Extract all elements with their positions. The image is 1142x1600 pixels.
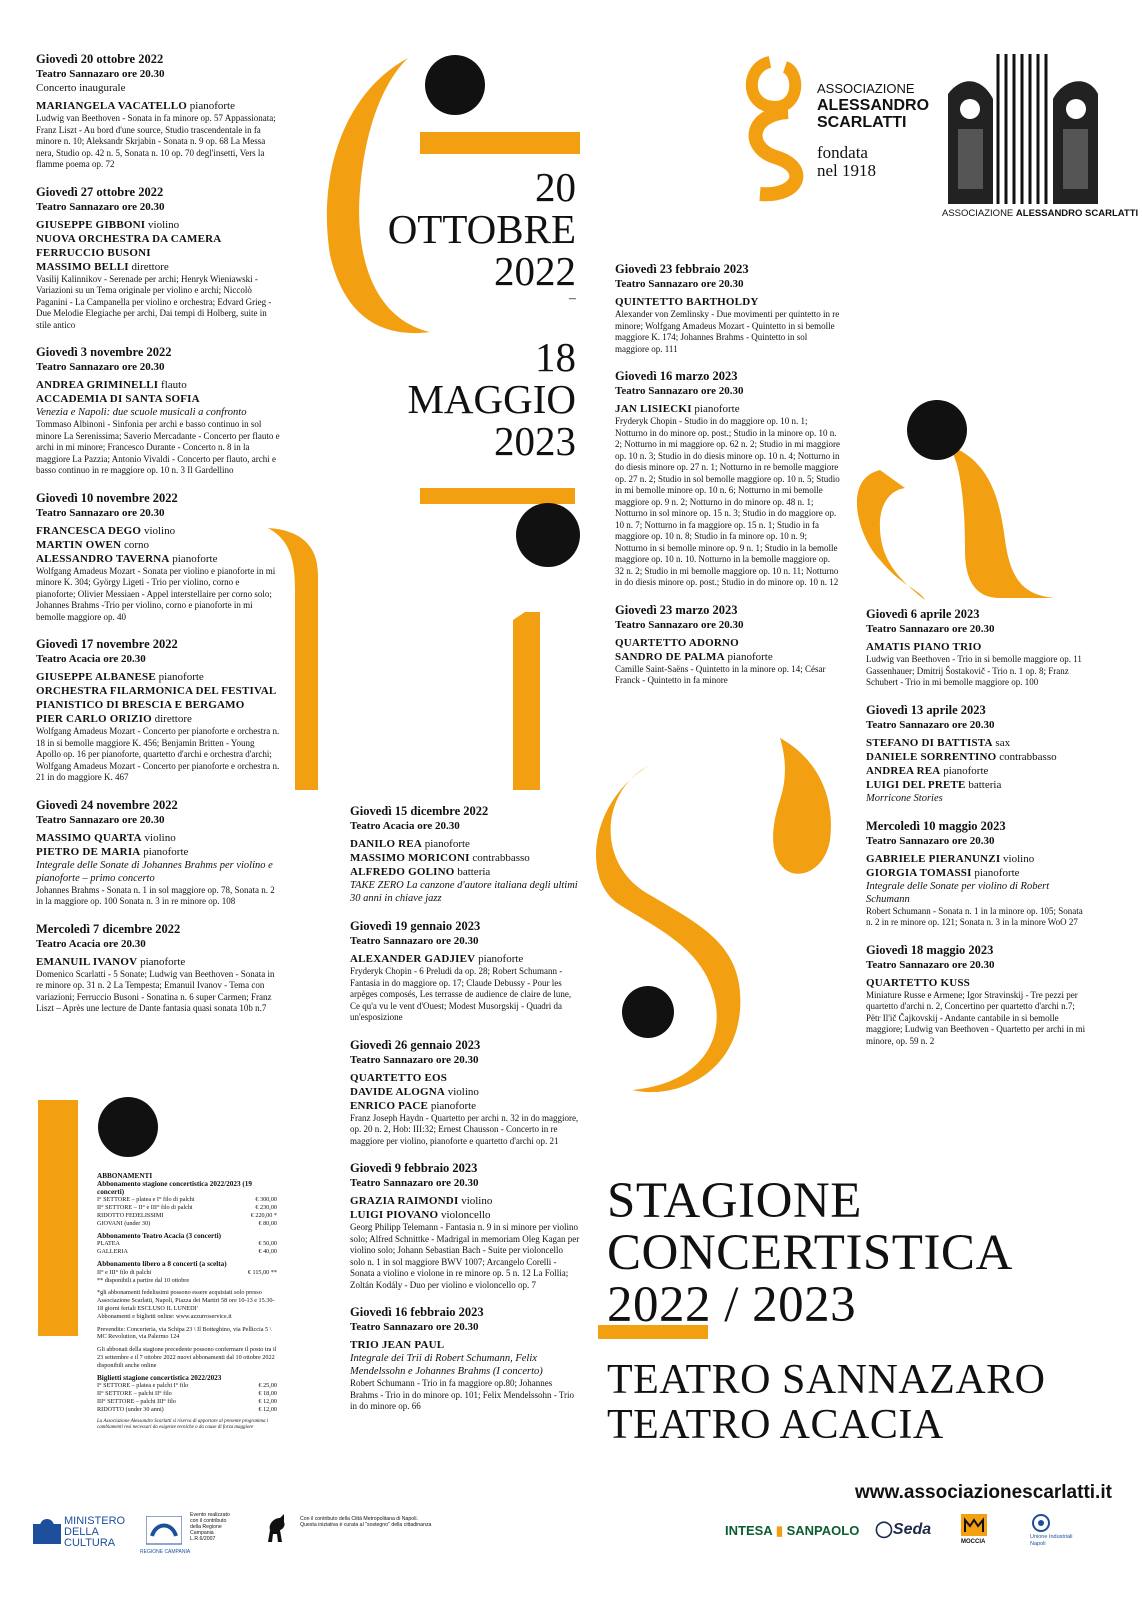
subscription-rows bbox=[97, 1269, 277, 1277]
performer bbox=[36, 260, 281, 274]
concert-venue: Teatro Sannazaro ore 20.30 bbox=[36, 200, 165, 213]
concert-entry bbox=[36, 922, 281, 1015]
performer-name: EMANUIL IVANOV bbox=[36, 955, 138, 968]
scarlatti-logo-mark bbox=[730, 52, 820, 202]
concert-venue: Teatro Sannazaro ore 20.30 bbox=[36, 506, 165, 519]
performer-name: DAVIDE ALOGNA bbox=[350, 1085, 445, 1098]
price-value: € 50,00 bbox=[258, 1240, 277, 1248]
concert-subtitle: Integrale delle Sonate per violino di Robert Schumann bbox=[866, 880, 1050, 905]
price-row bbox=[97, 1269, 277, 1277]
performer bbox=[36, 670, 281, 684]
performer-role: direttore bbox=[154, 713, 192, 725]
price-row bbox=[97, 1382, 277, 1390]
concert-program: Georg Philipp Telemann - Fantasia n. 9 in si minore per violino solo; Alfred Schnittke - Madrigal in memoriam Oleg Kagan per violino solo; Johann Sebastian Bach - Suite per violoncello solo n. 1 in sol maggiore BWV 1007; Arcangelo Corelli - Sonata a violino e violone in re minore op. 5 n. 12 La Follia; Zoltán Kodály - Duo per violino e violoncello op. 7 bbox=[350, 1222, 580, 1290]
concert-entry bbox=[350, 804, 580, 905]
price-row bbox=[97, 1248, 277, 1256]
website-link[interactable]: www.associazionescarlatti.it bbox=[855, 1482, 1112, 1503]
performer bbox=[615, 402, 840, 416]
concert-date: Giovedì 6 aprile 2023 bbox=[866, 607, 980, 621]
performer-role: corno bbox=[123, 538, 150, 551]
performer-role: contrabbasso bbox=[999, 750, 1057, 763]
price-label: I° SETTORE – platea e I° filo di palchi bbox=[97, 1196, 195, 1204]
concert-entry bbox=[36, 491, 281, 624]
regione-caption: REGIONE CAMPANIA bbox=[140, 1549, 191, 1555]
performer-name: LUIGI DEL PRETE bbox=[866, 778, 966, 791]
black-dot bbox=[425, 55, 485, 115]
concert-venue: Teatro Sannazaro ore 20.30 bbox=[866, 623, 995, 635]
performer bbox=[350, 1338, 580, 1352]
concert-entry bbox=[36, 185, 281, 332]
concert-entry bbox=[36, 798, 281, 908]
performer-name: MASSIMO QUARTA bbox=[36, 831, 142, 844]
concert-subtitle: Morricone Stories bbox=[866, 792, 943, 804]
performer-name: ANDREA REA bbox=[866, 764, 941, 777]
performer bbox=[36, 684, 281, 712]
association-name: ASSOCIAZIONE ALESSANDRO SCARLATTI bbox=[817, 81, 930, 131]
performer bbox=[350, 1099, 580, 1113]
concert-program: Wolfgang Amadeus Mozart - Concerto per pianoforte e orchestra n. 18 in si bemolle maggiore K. 456; Benjamin Britten - Young Apollo op. 16 per pianoforte, quartetto d'archi e orchestra d'archi; Wolfgang Amadeus Mozart - Concerto per pianoforte e orchestra n. 21 in do maggiore K. 467 bbox=[36, 726, 280, 782]
performer-role: violino bbox=[144, 831, 176, 844]
concert-entry bbox=[350, 1305, 580, 1413]
concert-date: Giovedì 24 novembre 2022 bbox=[36, 797, 178, 812]
concert-venue: Teatro Acacia ore 20.30 bbox=[36, 937, 146, 950]
performer-role: batteria bbox=[968, 778, 1002, 791]
concert-date: Giovedì 19 gennaio 2023 bbox=[350, 919, 481, 933]
concert-program: Tommaso Albinoni - Sinfonia per archi e basso continuo in sol minore La Serenissima; Saverio Mercadante - Concerto per flauto e archi in mi minore; Francesco Durante - Concerto n. 8 in la maggiore La Pazzia; Antonio Vivaldi - Concerto per flauto, archi e basso continuo in re maggiore op. 10 n. 3 Il Gardellino bbox=[36, 419, 280, 475]
performer-role: pianoforte bbox=[974, 866, 1020, 879]
citta-metropolitana-horse-icon bbox=[262, 1512, 290, 1546]
performer-role: pianoforte bbox=[727, 650, 773, 663]
concert-entry bbox=[350, 1161, 580, 1291]
performer-role: pianoforte bbox=[158, 671, 204, 683]
performer bbox=[36, 552, 281, 566]
concert-program: Fryderyk Chopin - 6 Preludi da op. 28; Robert Schumann - Fantasia in do maggiore op. 17; Claude Debussy - Pour les arpèges composés, Les terrasse de audience de claire de lune, Ce qu'a vu le vent d'Ouest; Modest Musorgskij - Quadri da un'esposizione bbox=[350, 966, 572, 1022]
concert-date: Giovedì 23 marzo 2023 bbox=[615, 602, 738, 617]
performer-name: FRANCESCA DEGO bbox=[36, 524, 142, 537]
concert-venue: Teatro Sannazaro ore 20.30 bbox=[615, 278, 744, 290]
concert-program: Miniature Russe e Armene; Igor Stravinskij - Tre pezzi per quartetto d'archi n. 2, Concertino per quartetto d'archi n.7; Pëtr Il'ič Čajkovskij - Andante cantabile in si bemolle maggiore; Ludwig van Beethoven - Quartetto per archi in mi minore, op. 59 n. 2 bbox=[866, 989, 1086, 1046]
concert-date: Giovedì 3 novembre 2022 bbox=[36, 345, 172, 359]
price-row bbox=[97, 1220, 277, 1228]
performer bbox=[866, 976, 1091, 990]
unione-caption: Unione Industriali Napoli bbox=[1030, 1534, 1073, 1547]
performer-name: MASSIMO BELLI bbox=[36, 260, 129, 273]
performer-role: sax bbox=[995, 736, 1011, 749]
concert-entry bbox=[866, 943, 1091, 1048]
performer-role: pianoforte bbox=[189, 100, 235, 112]
price-value: € 18,00 bbox=[258, 1390, 277, 1398]
performer-name: LUIGI PIOVANO bbox=[350, 1209, 439, 1221]
concert-date: Giovedì 13 aprile 2023 bbox=[866, 702, 986, 717]
price-row bbox=[97, 1204, 277, 1212]
concert-date: Giovedì 17 novembre 2022 bbox=[36, 637, 178, 651]
performer bbox=[615, 650, 840, 664]
performer bbox=[615, 295, 840, 309]
performer-name: QUARTETTO KUSS bbox=[866, 976, 970, 989]
performer bbox=[350, 1208, 580, 1222]
price-row bbox=[97, 1406, 277, 1414]
performer-role: violino bbox=[461, 1195, 493, 1207]
concert-venue: Teatro Sannazaro ore 20.30 bbox=[350, 935, 479, 947]
concert-venue: Teatro Sannazaro ore 20.30 bbox=[866, 718, 995, 731]
price-value: € 12,00 bbox=[258, 1397, 277, 1405]
concert-entry bbox=[615, 262, 840, 355]
performer bbox=[866, 764, 1091, 778]
price-value: € 220,00 * bbox=[250, 1211, 277, 1219]
price-value: € 40,00 bbox=[258, 1248, 277, 1256]
concert-entry bbox=[36, 52, 281, 171]
performer-name: GIUSEPPE GIBBONI bbox=[36, 218, 146, 231]
metropolitana-note: Con il contributo della Città Metropolitana di Napoli. Questa iniziativa è curata al "sostegno" della cittadinanza bbox=[300, 1516, 432, 1528]
concert-date: Giovedì 27 ottobre 2022 bbox=[36, 184, 164, 199]
venues-title: TEATRO SANNAZARO TEATRO ACACIA bbox=[607, 1357, 1046, 1448]
performer-name: NUOVA ORCHESTRA DA CAMERA FERRUCCIO BUSONI bbox=[36, 232, 221, 259]
price-label: II° e III° filo di palchi bbox=[97, 1268, 152, 1276]
performer bbox=[866, 778, 1091, 792]
price-value: € 12,00 bbox=[258, 1405, 277, 1413]
performer-name: GRAZIA RAIMONDI bbox=[350, 1195, 459, 1207]
performer-name: DANIELE SORRENTINO bbox=[866, 750, 997, 763]
performer-name: TRIO JEAN PAUL bbox=[350, 1339, 445, 1351]
concert-venue: Teatro Sannazaro ore 20.30 bbox=[36, 68, 165, 80]
performer-role: pianoforte bbox=[143, 845, 189, 858]
concert-program: Johannes Brahms - Sonata n. 1 in sol maggiore op. 78, Sonata n. 2 in la maggiore op. 100 Sonata n. 3 in re minore op. 108 bbox=[36, 884, 275, 906]
concert-entry bbox=[350, 1038, 580, 1148]
concert-note: Concerto inaugurale bbox=[36, 82, 126, 94]
concert-program: Wolfgang Amadeus Mozart - Sonata per violino e pianoforte in mi minore K. 304; György Ligeti - Trio per violino, corno e pianoforte; Olivier Messiaen - Appel interstellaire per corno solo; Johannes Brahms -Trio per violino, corno e pianoforte in mi bemolle maggiore op. 40 bbox=[36, 565, 276, 622]
performer-role: pianoforte bbox=[140, 955, 186, 968]
price-value: € 80,00 bbox=[258, 1219, 277, 1227]
price-row bbox=[97, 1398, 277, 1406]
performer-name: AMATIS PIANO TRIO bbox=[866, 641, 982, 653]
performer-role: direttore bbox=[131, 260, 169, 273]
performer-role: pianoforte bbox=[694, 403, 740, 415]
concert-date: Mercoledì 7 dicembre 2022 bbox=[36, 921, 181, 936]
performer-name: GIORGIA TOMASSI bbox=[866, 866, 972, 879]
engraving-caption: ASSOCIAZIONE ALESSANDRO SCARLATTI bbox=[942, 208, 1139, 219]
concert-entry bbox=[36, 637, 281, 784]
performer-name: JAN LISIECKI bbox=[615, 403, 692, 415]
events-column-right bbox=[866, 607, 1091, 1061]
concert-date: Giovedì 26 gennaio 2023 bbox=[350, 1037, 481, 1052]
performer bbox=[350, 952, 580, 966]
price-label: GALLERIA bbox=[97, 1248, 128, 1256]
black-dot bbox=[622, 986, 674, 1038]
performer bbox=[350, 1194, 580, 1208]
orange-bar bbox=[420, 488, 575, 504]
price-label: I° SETTORE – platea e palchi I° filo bbox=[97, 1382, 189, 1390]
price-value: € 230,00 bbox=[255, 1204, 277, 1212]
concert-date: Giovedì 16 marzo 2023 bbox=[615, 369, 738, 383]
association-founded: fondata nel 1918 bbox=[817, 143, 877, 180]
performer-role: pianoforte bbox=[430, 1099, 477, 1112]
moccia-icon bbox=[961, 1514, 987, 1536]
price-value: € 115,00 ** bbox=[247, 1268, 277, 1276]
concert-venue: Teatro Sannazaro ore 20.30 bbox=[615, 385, 744, 397]
concert-subtitle: Venezia e Napoli: due scuole musicali a confronto bbox=[36, 407, 247, 418]
performer-name: ORCHESTRA FILARMONICA DEL FESTIVAL PIANISTICO DI BRESCIA E BERGAMO bbox=[36, 685, 276, 711]
subscriptions-info: ABBONAMENTI Abbonamento stagione concertistica 2022/2023 (19 concerti) I° SETTORE – platea e I° filo di palchi € 300,00 II° SETTORE – II° e III° filo di palchi € 230,00 RIDOTTO FEDELISSIMI € 220,00 * GIOVANI (under 30) € 80,00 Abbonamento Teatro Acacia (3 concerti) PLATEA € 50,00 GALLERIA € 40,00 Abbonamento libero a 8 concerti (a scelta) II° e III° filo di palchi € 115,00 ** ** disponibili a partire dal 10 ottobre *gli abbonamenti fedelissimi possono essere acquistati solo presso Associazione Scarlatti, Napoli, Piazza dei Martiri 58 ore 10-13 e 15.30-18 giorni feriali ESCLUSO IL LUNEDI' Abbonamenti e biglietti online: www.azzurroservice.it Prevendite: Concerteria, via Schipa 23 \ Il Botteghino, via Pelliccia 5 \ MC Revolution, via Palermo 124 Gli abbonati della stagione precedente possono confermare il posto tra il 23 settembre e il 7 ottobre 2022 nuovi abbonamenti dal 10 ottobre 2022 disponibili anche online Biglietti stagione concertistica 2022/2023 I° SETTORE – platea e palchi I° filo € 25,00 II° SETTORE – palchi II° filo € 18,00 III° SETTORE – palchi III° filo € 12,00 RIDOTTO (under 30 anni) € 12,00 La Associazione Alessandro Scarlatti si riserva di apportare al presente programma i cambiamenti resi necessari da esigenze tecniche o da cause di forza maggiore bbox=[97, 1172, 277, 1430]
subscription-rows bbox=[97, 1240, 277, 1256]
performer-role: batteria bbox=[457, 866, 491, 878]
performer-name: QUINTETTO BARTHOLDY bbox=[615, 296, 759, 308]
performer bbox=[36, 955, 281, 969]
price-label: II° SETTORE – II° e III° filo di palchi bbox=[97, 1204, 193, 1212]
concert-program: Robert Schumann - Trio in fa maggiore op.80; Johannes Brahms - Trio in do minore op. 101; Felix Mendelssohn - Trio in do minore op. 66 bbox=[350, 1378, 575, 1411]
performer-name: MASSIMO MORICONI bbox=[350, 852, 470, 864]
intesa-sanpaolo-logo: INTESA ▮ SANPAOLO bbox=[725, 1523, 860, 1538]
concert-date: Giovedì 20 ottobre 2022 bbox=[36, 52, 164, 66]
orange-s-shape bbox=[596, 765, 740, 1092]
performer bbox=[350, 837, 580, 851]
performer-role: violino bbox=[447, 1085, 479, 1098]
concert-venue: Teatro Acacia ore 20.30 bbox=[36, 653, 146, 665]
concert-entry bbox=[866, 819, 1091, 929]
concert-venue: Teatro Sannazaro ore 20.30 bbox=[36, 813, 165, 826]
concert-date: Giovedì 15 dicembre 2022 bbox=[350, 804, 489, 818]
concert-date: Giovedì 16 febbraio 2023 bbox=[350, 1305, 484, 1319]
performer bbox=[350, 1071, 580, 1085]
concert-subtitle: TAKE ZERO La canzone d'autore italiana degli ultimi 30 anni in chiave jazz bbox=[350, 880, 578, 904]
orange-i-shape bbox=[513, 612, 540, 790]
price-row bbox=[97, 1212, 277, 1220]
price-label: II° SETTORE – palchi II° filo bbox=[97, 1390, 172, 1398]
orange-a-shape bbox=[857, 470, 925, 600]
price-value: € 300,00 bbox=[255, 1196, 277, 1204]
black-dot bbox=[907, 400, 967, 460]
performer bbox=[866, 750, 1091, 764]
concert-program: Domenico Scarlatti - 5 Sonate; Ludwig van Beethoven - Sonata in re minore op. 31 n. 2 La Tempesta; Emanuil Ivanov - Tema con variazioni; Ferruccio Busoni - Sonatina n. 6 super Carmen; Franz Liszt – Après une lecture de Dante fantasia quasi sonata 10b n.7 bbox=[36, 968, 275, 1013]
performer-name: QUARTETTO ADORNO bbox=[615, 636, 739, 649]
events-column-left bbox=[36, 52, 281, 1029]
performer-name: STEFANO DI BATTISTA bbox=[866, 736, 993, 749]
price-row bbox=[97, 1240, 277, 1248]
orange-r-shape bbox=[38, 1100, 78, 1336]
subscription-rows bbox=[97, 1196, 277, 1227]
performer-role: violino bbox=[143, 524, 176, 537]
concert-program: Robert Schumann - Sonata n. 1 in la minore op. 105; Sonata n. 2 in re minore op. 121; Sonata n. 3 in la minore WoO 27 bbox=[866, 905, 1083, 927]
price-label: RIDOTTO (under 30 anni) bbox=[97, 1405, 164, 1413]
concert-program: Ludwig van Beethoven - Sonata in fa minore op. 57 Appassionata; Franz Liszt - Au bord d'une source, Studio trascendentale in fa minore n. 10; Aleksandr Skrjabin - Sonata n. 9 op. 68 La Messa nera, Studio op. 42 n. 5, Sonata n. 10 op. 70 degl'insetti, Vers la flamme poema op. 72 bbox=[36, 113, 276, 169]
performer-role: flauto bbox=[161, 379, 187, 391]
performer-name: PIER CARLO ORIZIO bbox=[36, 713, 152, 725]
price-row bbox=[97, 1196, 277, 1204]
concert-subtitle: Integrale delle Sonate di Johannes Brahms per violino e pianoforte – primo concerto bbox=[36, 859, 273, 884]
performer-name: ALESSANDRO TAVERNA bbox=[36, 552, 170, 565]
performer-name: MARTIN OWEN bbox=[36, 538, 122, 551]
price-label: III° SETTORE – palchi III° filo bbox=[97, 1397, 176, 1405]
performer bbox=[866, 852, 1091, 866]
concert-entry bbox=[615, 369, 840, 589]
concert-venue: Teatro Sannazaro ore 20.30 bbox=[615, 618, 744, 631]
concert-date: Giovedì 10 novembre 2022 bbox=[36, 490, 178, 505]
ticket-rows bbox=[97, 1382, 277, 1413]
price-value: € 25,00 bbox=[258, 1382, 277, 1390]
performer bbox=[36, 378, 281, 392]
concert-entry bbox=[36, 345, 281, 477]
orange-drop-shape bbox=[773, 738, 831, 874]
concert-program: Camille Saint-Saëns - Quintetto in la minore op. 14; César Franck - Quintetto in fa minore bbox=[615, 663, 826, 685]
performer bbox=[36, 99, 281, 113]
performer-name: ANDREA GRIMINELLI bbox=[36, 379, 159, 391]
performer-name: SANDRO DE PALMA bbox=[615, 650, 725, 663]
performer-role: pianoforte bbox=[424, 838, 470, 850]
performer bbox=[866, 736, 1091, 750]
scarlatti-engraving-logo bbox=[948, 54, 1098, 204]
performer bbox=[350, 851, 580, 865]
performer-name: GABRIELE PIERANUNZI bbox=[866, 852, 1001, 865]
performer bbox=[350, 865, 580, 879]
ministero-logo-text: MINISTERO DELLA CULTURA bbox=[64, 1515, 126, 1549]
price-label: PLATEA bbox=[97, 1240, 121, 1248]
performer-name: GIUSEPPE ALBANESE bbox=[36, 671, 156, 683]
concert-program: Franz Joseph Haydn - Quartetto per archi n. 32 in do maggiore, op. 20 n. 2, Hob: III:32; Ernest Chausson - Concerto in re maggiore per violino, pianoforte e quartetto d'archi op. 21 bbox=[350, 1112, 579, 1146]
performer-role: violino bbox=[1003, 852, 1035, 865]
regione-campania-icon bbox=[146, 1516, 182, 1546]
performer bbox=[350, 1085, 580, 1099]
concert-venue: Teatro Acacia ore 20.30 bbox=[350, 820, 460, 832]
performer-name: ENRICO PACE bbox=[350, 1099, 429, 1112]
performer bbox=[36, 232, 281, 260]
unione-industriali-icon bbox=[1030, 1514, 1052, 1532]
season-title: STAGIONE CONCERTISTICA 2022 / 2023 bbox=[607, 1173, 1013, 1333]
performer bbox=[615, 636, 840, 650]
concert-program: Alexander von Zemlinsky - Due movimenti per quintetto in re minore; Wolfgang Amadeus Mozart - Quintetto in si bemolle maggiore K. 174; Johannes Brahms - Quintetto in sol maggiore op. 111 bbox=[615, 309, 840, 354]
concert-date: Giovedì 23 febbraio 2023 bbox=[615, 262, 749, 276]
ministero-icon bbox=[33, 1516, 63, 1546]
concert-date: Giovedì 9 febbraio 2023 bbox=[350, 1161, 478, 1175]
price-row bbox=[97, 1390, 277, 1398]
date-range-separator: – bbox=[569, 291, 576, 306]
events-column-center bbox=[615, 262, 840, 701]
concert-entry bbox=[350, 919, 580, 1024]
concert-program: Fryderyk Chopin - Studio in do maggiore op. 10 n. 1; Notturno in do minore op. post.; Studio in la minore op. 10 n. 2; Notturno in mi maggiore op. 62 n. 2; Studio in mi maggiore op. 10 n. 3; Studio in do diesis minore op. 10 n. 4; Notturno in do diesis minore op. 27 n. 1; Notturno in re bemolle maggiore op. 27 n. 2; Studio in sol bemolle maggiore op. 10 n. 5; Studio in mi bemolle minore op. 10 n. 6; Notturno in mi bemolle maggiore op. 9 n. 2; Notturno in do minore op. 48 n. 1; Notturno in sol minore op. 15 n. 3; Studio in do maggiore op. 10 n. 7; Notturno in fa maggiore op. 15 n. 1; Studio in fa maggiore op. 10 n. 8; Studio in fa minore op. 10 n. 9; Notturno in si bemolle minore op. 9 n. 1; Studio in la bemolle maggiore op. 10 n. 10. Notturno in la bemolle maggiore op. 32 n. 2; Studio in mi bemolle maggiore op. 10 n. 11; Notturno in do diesis minore op. post.; Studio in do minore op. 10 n. 12 bbox=[615, 416, 840, 587]
concert-date: Giovedì 18 maggio 2023 bbox=[866, 942, 994, 957]
performer-role: contrabbasso bbox=[472, 852, 530, 864]
performer bbox=[36, 392, 281, 406]
moccia-caption: MOCCIA bbox=[961, 1539, 986, 1545]
date-range-start: 20 OTTOBRE 2022 bbox=[387, 164, 576, 294]
concert-program: Ludwig van Beethoven - Trio in si bemolle maggiore op. 11 Gassenhauer; Dmitrij Šostakovič - Trio n. 1 op. 8; Franz Schubert - Trio in mi bemolle maggiore op. 100 bbox=[866, 654, 1082, 687]
concert-program: Vasilij Kalinnikov - Serenade per archi; Henryk Wieniawski - Variazioni su un Tema originale per violino e archi; Niccolò Paganini - La Campanella per violino e orchestra; Edvard Grieg - Due Melodie Elegiache per archi, Dai tempi di Holberg, suite in stile antico bbox=[36, 273, 272, 330]
performer-role: pianoforte bbox=[943, 764, 989, 777]
performer-role: pianoforte bbox=[478, 953, 524, 965]
performer bbox=[866, 640, 1091, 654]
events-column-middle bbox=[350, 804, 580, 1427]
concert-venue: Teatro Sannazaro ore 20.30 bbox=[866, 834, 995, 847]
performer-role: violoncello bbox=[441, 1209, 491, 1221]
concert-venue: Teatro Sannazaro ore 20.30 bbox=[350, 1053, 479, 1066]
performer-role: pianoforte bbox=[172, 552, 218, 565]
concert-venue: Teatro Sannazaro ore 20.30 bbox=[350, 1177, 479, 1189]
performer bbox=[36, 218, 281, 232]
performer-name: MARIANGELA VACATELLO bbox=[36, 100, 188, 112]
performer bbox=[36, 845, 281, 859]
performer-name: DANILO REA bbox=[350, 838, 422, 850]
orange-a-bowl bbox=[948, 445, 1055, 598]
performer bbox=[36, 831, 281, 845]
concert-entry bbox=[866, 607, 1091, 689]
performer-name: ACCADEMIA DI SANTA SOFIA bbox=[36, 393, 200, 405]
black-dot bbox=[98, 1097, 158, 1157]
performer bbox=[36, 524, 281, 538]
date-range-end: 18 MAGGIO 2023 bbox=[407, 334, 576, 464]
performer-role: violino bbox=[148, 218, 180, 231]
seda-logo: ◯Seda bbox=[875, 1521, 932, 1538]
concert-date: Mercoledì 10 maggio 2023 bbox=[866, 818, 1006, 833]
performer bbox=[36, 712, 281, 726]
concert-venue: Teatro Sannazaro ore 20.30 bbox=[36, 361, 165, 373]
concert-venue: Teatro Sannazaro ore 20.30 bbox=[350, 1321, 479, 1333]
performer bbox=[36, 538, 281, 552]
performer-name: QUARTETTO EOS bbox=[350, 1071, 448, 1084]
concert-entry bbox=[615, 603, 840, 687]
price-label: GIOVANI (under 30) bbox=[97, 1219, 151, 1227]
performer-name: PIETRO DE MARIA bbox=[36, 845, 141, 858]
performer-name: ALFREDO GOLINO bbox=[350, 866, 455, 878]
concert-subtitle: Integrale dei Trii di Robert Schumann, Felix Mendelssohn e Johannes Brahms (I concerto) bbox=[350, 1353, 543, 1377]
performer bbox=[866, 866, 1091, 880]
performer-name: ALEXANDER GADJIEV bbox=[350, 953, 476, 965]
regione-note: Evento realizzato con il contributo della Regione Campania L.R.6/2007 bbox=[190, 1512, 230, 1542]
concert-entry bbox=[866, 703, 1091, 805]
black-dot bbox=[516, 503, 580, 567]
orange-bar bbox=[420, 132, 580, 154]
concert-venue: Teatro Sannazaro ore 20.30 bbox=[866, 958, 995, 971]
price-label: RIDOTTO FEDELISSIMI bbox=[97, 1211, 164, 1219]
